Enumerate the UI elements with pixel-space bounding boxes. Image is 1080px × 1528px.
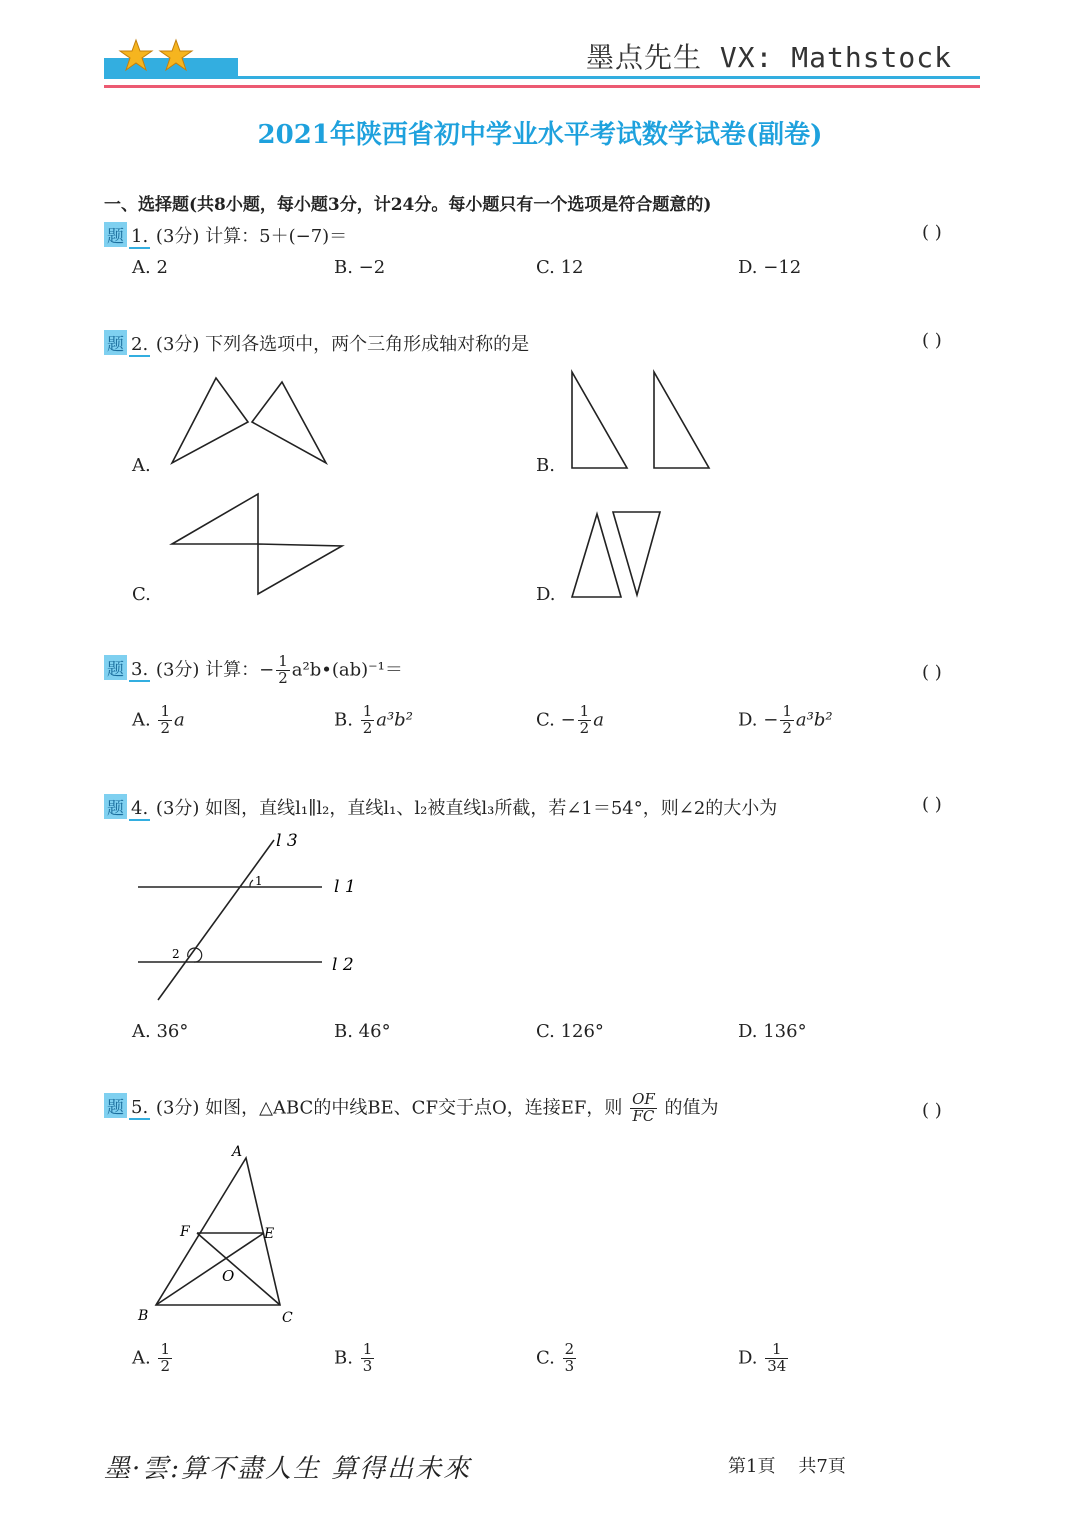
- figure-triangle-abc: [132, 1140, 302, 1328]
- label-angle2: 2: [172, 947, 180, 961]
- figure-triangles-c: [164, 490, 350, 598]
- question-badge: 题: [104, 222, 127, 247]
- section-heading: 一、选择题(共8小题，每小题3分，计24分。每小题只有一个选项是符合题意的): [104, 195, 712, 215]
- option-a: A. $\frac{1}{2}$ a: [132, 702, 185, 737]
- label-O: O: [222, 1267, 235, 1285]
- figure-parallel-lines: [130, 824, 370, 1010]
- label-angle1: 1: [255, 874, 263, 888]
- question-number: 1.: [131, 226, 149, 247]
- question-number: 4.: [131, 798, 149, 819]
- question-3: [104, 654, 403, 687]
- option-a: A. 2: [132, 257, 168, 278]
- question-text-tail: a²b•(ab)⁻¹＝: [291, 659, 403, 681]
- option-c: C. 12: [536, 257, 584, 278]
- option-c: C. $\frac{2}{3}$: [536, 1340, 575, 1375]
- page-title: 2021年陕西省初中学业水平考试数学试卷(副卷): [257, 120, 823, 150]
- question-text: (3分) 如图，△ABC的中线BE、CF交于点O，连接EF，则: [155, 1097, 623, 1119]
- question-number: 5.: [131, 1097, 149, 1119]
- question-text: (3分) 计算：5＋(−7)＝: [155, 226, 348, 247]
- option-d: D.: [536, 584, 556, 605]
- header-blue-rule: [104, 76, 980, 79]
- question-text-tail: 的值为: [664, 1097, 719, 1119]
- label-l3: l 3: [276, 831, 298, 851]
- option-a: A. $\frac{1}{2}$: [132, 1340, 171, 1375]
- question-5: [104, 1092, 719, 1125]
- label-B: B: [138, 1308, 149, 1324]
- option-b: B. −2: [334, 257, 386, 278]
- answer-paren: ( ): [922, 1100, 942, 1121]
- figure-triangles-d: [562, 508, 672, 604]
- option-b: B. $\frac{1}{2}$ a³b²: [334, 702, 413, 737]
- label-A: A: [232, 1144, 243, 1160]
- question-text: (3分) 计算：−: [155, 659, 275, 681]
- question-2: [104, 330, 529, 357]
- stars-logo-icon: [118, 36, 198, 80]
- question-number: 3.: [131, 659, 149, 681]
- option-a: A.: [132, 455, 151, 476]
- option-b: B. 46°: [334, 1021, 391, 1042]
- question-badge: 题: [104, 655, 127, 680]
- fraction: $\frac{1}{2}$: [278, 652, 288, 687]
- option-c: C. − $\frac{1}{2}$ a: [536, 702, 604, 737]
- option-d: D. − $\frac{1}{2}$ a³b²: [738, 702, 833, 737]
- label-E: E: [264, 1226, 275, 1242]
- option-b: B. $\frac{1}{3}$: [334, 1340, 373, 1375]
- option-b: B.: [536, 455, 555, 476]
- figure-triangles-a: [160, 370, 340, 470]
- label-l1: l 1: [334, 877, 356, 897]
- figure-triangles-b: [560, 366, 720, 474]
- question-badge: 题: [104, 330, 127, 355]
- label-C: C: [282, 1310, 293, 1326]
- header-red-rule: [104, 85, 980, 88]
- question-1: [104, 222, 347, 249]
- option-d: D. $\frac{1}{34}$: [738, 1340, 787, 1375]
- label-l2: l 2: [332, 955, 354, 975]
- answer-paren: ( ): [922, 794, 942, 815]
- option-a: A. 36°: [132, 1021, 189, 1042]
- fraction: $\frac{OF}{FC}$: [632, 1090, 655, 1125]
- question-number: 2.: [131, 334, 149, 355]
- footer-motto: 墨·雲:算不盡人生 算得出未來: [104, 1454, 472, 1484]
- page-number: 第1頁 共7頁: [728, 1456, 846, 1477]
- answer-paren: ( ): [922, 662, 942, 683]
- brand-text: 墨点先生 VX: Mathstock: [585, 41, 952, 74]
- question-text: (3分) 下列各选项中，两个三角形成轴对称的是: [155, 334, 530, 355]
- answer-paren: ( ): [922, 222, 942, 243]
- option-d: D. 136°: [738, 1021, 807, 1042]
- question-4: [104, 794, 777, 821]
- label-F: F: [180, 1224, 190, 1240]
- question-text: (3分) 如图，直线l₁∥l₂，直线l₁、l₂被直线l₃所截，若∠1＝54°，则∠2的大小为: [155, 798, 778, 819]
- option-d: D. −12: [738, 257, 802, 278]
- question-badge: 题: [104, 794, 127, 819]
- option-c: C.: [132, 584, 151, 605]
- question-badge: 题: [104, 1093, 127, 1118]
- answer-paren: ( ): [922, 330, 942, 351]
- option-c: C. 126°: [536, 1021, 604, 1042]
